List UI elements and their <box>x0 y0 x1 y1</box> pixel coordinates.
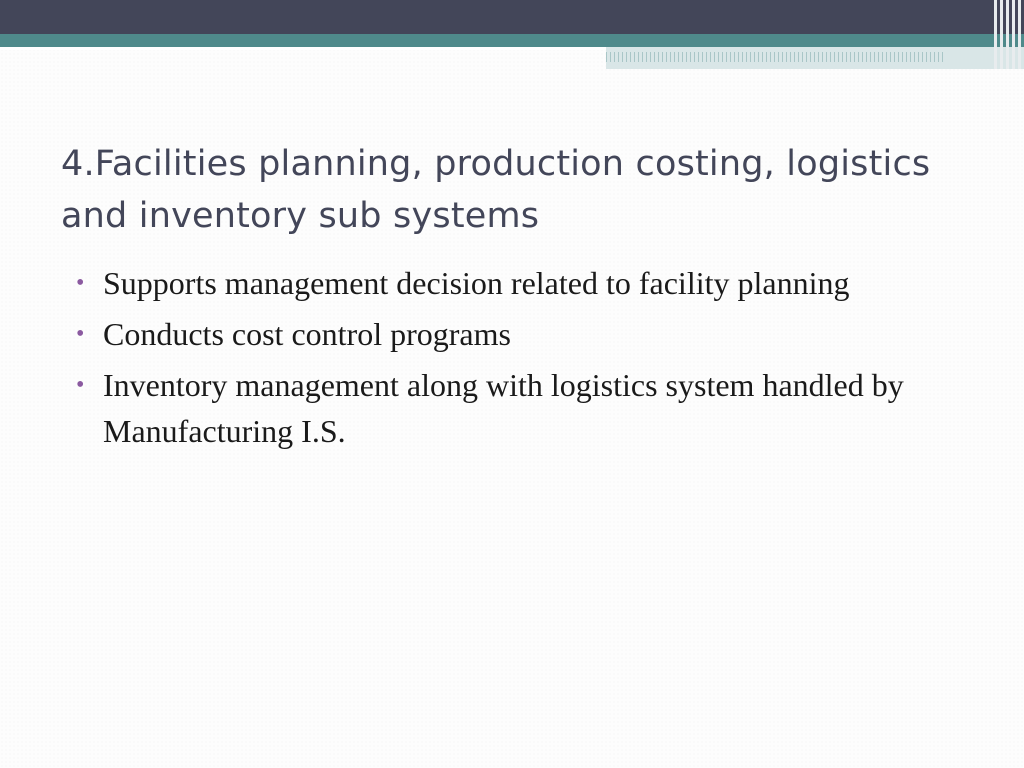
bullet-item-facility-planning <box>72 260 912 306</box>
bullet-text: Inventory management along with logistics system handled by Manufacturing I.S. <box>103 367 904 449</box>
bullet-text: Supports management decision related to facility planning <box>103 265 850 301</box>
header-stripe-pattern <box>606 52 946 62</box>
bullet-text: Conducts cost control programs <box>103 316 511 352</box>
header-dark-band <box>0 0 1024 34</box>
header-divider-line <box>0 47 606 50</box>
bullet-icon: • <box>76 270 85 296</box>
bullet-list <box>72 260 912 459</box>
bullet-item-inventory-management <box>72 362 912 454</box>
bullet-item-cost-control <box>72 311 912 357</box>
slide-title: 4.Facilities planning, production costing, logistics and inventory sub systems <box>61 144 931 236</box>
header-right-bars <box>990 0 1024 69</box>
bullet-icon: • <box>76 372 85 398</box>
bullet-icon: • <box>76 321 85 347</box>
header-teal-band <box>0 34 1024 47</box>
